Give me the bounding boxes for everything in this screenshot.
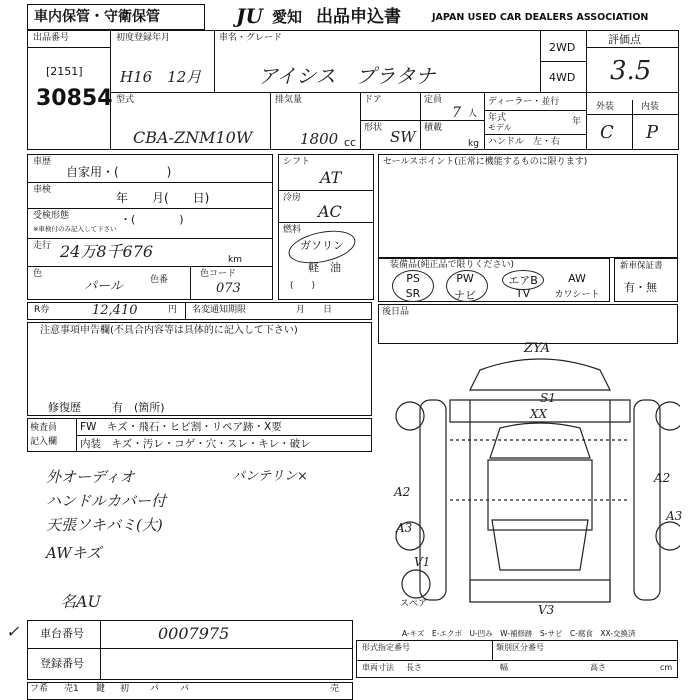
color-code-label: 色コード (200, 269, 237, 279)
equipment-item: PS (406, 272, 420, 285)
vehicle-size-label: 車両寸法 (362, 663, 394, 672)
handwritten-note-2: ハンドルカバー付 (46, 492, 167, 510)
notes-label: 注意事項申告欄(不具合内容等は具体的に記入して下さい) (40, 325, 298, 336)
exterior-label: 外装 (596, 102, 615, 112)
divider (270, 92, 271, 150)
repair-history-value: 有 (箇所) (112, 401, 165, 414)
reception-note: ※車検付のみ記入して下さい (33, 225, 117, 233)
fuel-label: 燃料 (283, 225, 302, 235)
lot-number-label: 出品番号 (33, 33, 70, 43)
damage-legend: A-キズ E-エクボ U-凹み W-補修跡 S-サビ C-腐食 XX-交換済 (402, 629, 636, 638)
inspector-memo-label: 検査員 記入欄 (30, 423, 58, 447)
divider (360, 120, 484, 121)
registration-label: 登録番号 (40, 657, 84, 670)
later-item-box (378, 304, 678, 344)
divider (110, 92, 679, 93)
warranty-label: 新車保証書 (620, 261, 663, 271)
equipment-circle-airbag (502, 270, 544, 290)
car-body-right-side (634, 400, 660, 600)
load-unit: kg (468, 139, 479, 149)
model-grade-label: 車名・グレード (219, 33, 283, 43)
divider (484, 134, 586, 135)
warranty-value: 有・無 (624, 281, 657, 294)
name-change-deadline-value: 月 日 (296, 305, 333, 315)
reception-value: ・( ) (120, 213, 184, 226)
chassis-label: 車台番号 (40, 627, 84, 640)
selling-point-label: セールスポイント(正常に機能するものに限ります) (383, 157, 588, 167)
handle-label: ハンドル 左・右 (488, 137, 561, 147)
header-brand-place: 愛知 (272, 8, 303, 26)
type-label: 型式 (116, 95, 135, 105)
diagram-mark-v3: V3 (538, 603, 555, 617)
equipment-item: エアB (508, 274, 538, 287)
divider (278, 190, 374, 191)
check-item: パ (150, 684, 160, 694)
mileage-label: 走行 (33, 241, 52, 251)
shape-value: SW (390, 128, 416, 146)
diagram-mark-xx: XX (530, 407, 548, 421)
equipment-item: ナビ (454, 289, 476, 302)
divider (27, 208, 273, 209)
ju-logo: JU (236, 4, 263, 28)
inspection-label: 車検 (33, 185, 52, 195)
divider (27, 47, 110, 48)
check-item: 鍵 (96, 684, 106, 694)
header-title-left: 車内保管・守衛保管 (34, 9, 160, 25)
check-item: フ希 (30, 684, 49, 694)
model-grade-value: アイシス プラタナ (258, 64, 436, 88)
diagram-mark-v1: V1 (414, 555, 431, 569)
equipment-item: AW (568, 272, 586, 285)
color-number-label: 色番 (150, 275, 169, 285)
interior-value: P (646, 122, 659, 143)
diagram-mark-a2-left: A2 (394, 485, 411, 499)
handwritten-signature: 名AU (60, 592, 102, 611)
diagram-mark-a3-left: A3 (396, 521, 413, 535)
equipment-item: PW (456, 272, 474, 285)
check-item: 売 (330, 684, 340, 694)
equipment-grid (390, 272, 606, 300)
spare-label: スペア (400, 599, 428, 609)
recycle-yen: 円 (168, 305, 178, 315)
bottom-check-items (30, 685, 350, 699)
drive-2wd: 2WD (549, 41, 576, 54)
first-registration-label: 初度登録年月 (116, 33, 171, 43)
displacement-value: 1800 (300, 130, 339, 148)
ac-value: AC (318, 202, 342, 221)
equipment-item: TV (515, 287, 531, 300)
repair-history-label: 修復歴 (48, 401, 81, 414)
load-label: 積載 (424, 123, 443, 133)
spare-tire (402, 570, 430, 598)
memo-row-2: 内装 キズ・汚レ・コゲ・穴・スレ・キレ・破レ (80, 438, 311, 450)
capacity-value: 7 (452, 105, 461, 121)
shift-value: AT (320, 168, 342, 187)
vehicle-size-length: 長さ (406, 663, 422, 672)
divider (360, 92, 361, 150)
vehicle-size-width: 幅 (500, 663, 508, 672)
first-registration-value: H16 12月 (120, 68, 202, 86)
fuel-value-gasoline: ガソリン (300, 239, 344, 252)
handwritten-note-4: AWキズ (46, 544, 102, 562)
capacity-unit: 人 (468, 109, 478, 119)
divider (214, 30, 215, 92)
divider (190, 266, 191, 300)
header-form-title: 出品申込書 (316, 7, 401, 27)
divider (492, 640, 493, 660)
car-rear-outline (470, 580, 610, 602)
drive-4wd: 4WD (549, 71, 576, 84)
ac-label: 冷房 (283, 193, 302, 203)
history-value: 自家用・( ) (66, 165, 172, 179)
lot-number-sub: [2151] (46, 65, 83, 78)
main-frame-top (27, 30, 679, 150)
divider (27, 648, 353, 649)
equipment-circle-pw (446, 270, 488, 302)
displacement-label: 排気量 (275, 95, 303, 105)
margin-check-mark: ✓ (6, 622, 20, 641)
fuel-paren: ( ) (290, 281, 316, 291)
type-value: CBA-ZNM10W (133, 128, 253, 147)
handwritten-note-3: 天張ソキバミ(大) (46, 516, 163, 534)
interior-label: 内装 (641, 102, 660, 112)
vehicle-size-height: 高さ (590, 663, 606, 672)
diagram-mark-a2-right: A2 (654, 471, 671, 485)
mileage-value: 24万8千676 (60, 242, 154, 261)
car-rear-window (492, 520, 588, 570)
color-value: パール (84, 279, 123, 294)
divider (185, 302, 186, 320)
score-value: 3.5 (610, 56, 652, 86)
divider (586, 30, 587, 150)
fuel-value-diesel: 軽 油 (308, 261, 341, 274)
color-label: 色 (33, 269, 43, 279)
dealer-label: ディーラー・並行 (488, 97, 560, 107)
divider (76, 435, 372, 436)
category-number-label: 類別区分番号 (496, 643, 544, 652)
model-year-note: モデル (488, 123, 512, 132)
divider (586, 47, 679, 48)
check-item: 売1 (64, 684, 79, 694)
score-label: 評価点 (608, 33, 641, 46)
spec-number-label: 形式指定番号 (362, 643, 410, 652)
check-item: パ (180, 684, 190, 694)
divider (27, 266, 273, 267)
header-association: JAPAN USED CAR DEALERS ASSOCIATION (432, 12, 649, 23)
divider (27, 238, 273, 239)
later-item-label: 後日品 (382, 307, 410, 317)
displacement-unit: cc (344, 136, 357, 149)
diagram-mark-a3-right: A3 (666, 509, 683, 523)
handwritten-note-1: 外オーディオ (46, 468, 135, 486)
equipment-label: 装備品(純正品で限りください) (390, 260, 515, 270)
reception-label: 受検形態 (33, 211, 70, 221)
handwritten-note-right: パンテリン× (232, 469, 308, 484)
car-body-left-side (420, 400, 446, 600)
divider (540, 61, 586, 62)
divider (420, 92, 421, 150)
check-item: 初 (120, 684, 130, 694)
shift-label: シフト (283, 157, 311, 167)
divider (27, 182, 273, 183)
equipment-item: SR (405, 287, 421, 300)
color-code-value: 073 (216, 281, 241, 296)
equipment-circle-ps (392, 270, 434, 302)
model-year-label: 年式 (488, 113, 507, 123)
car-roof-outline (470, 359, 610, 390)
divider (100, 620, 101, 680)
diagram-top-label: ZYA (524, 341, 550, 356)
inspection-value: 年 月( 日) (116, 191, 210, 205)
car-damage-diagram (380, 340, 683, 640)
vehicle-size-unit: cm (660, 663, 673, 672)
lot-number-value: 30854 (36, 86, 113, 111)
mileage-unit: km (228, 255, 242, 265)
divider (632, 100, 633, 150)
exterior-value: C (600, 122, 614, 143)
model-year-unit: 年 (572, 117, 582, 127)
shape-label: 形状 (364, 123, 383, 133)
name-change-deadline-label: 名変通知期限 (192, 305, 247, 315)
chassis-value: 0007975 (158, 624, 230, 643)
history-label: 車歴 (33, 157, 52, 167)
selling-point-box (378, 154, 678, 258)
memo-row-1: FW キズ・飛石・ヒビ割・リペア跡・X要 (80, 421, 282, 433)
divider (484, 110, 586, 111)
divider (484, 92, 485, 150)
doors-label: ドア (364, 95, 382, 105)
recycle-label: R券 (34, 305, 50, 315)
diagram-mark-s1: S1 (540, 391, 556, 405)
recycle-value: 12,410 (92, 303, 138, 318)
divider (278, 222, 374, 223)
capacity-label: 定員 (424, 95, 443, 105)
equipment-item: カワシート (554, 290, 600, 300)
divider (356, 660, 678, 661)
